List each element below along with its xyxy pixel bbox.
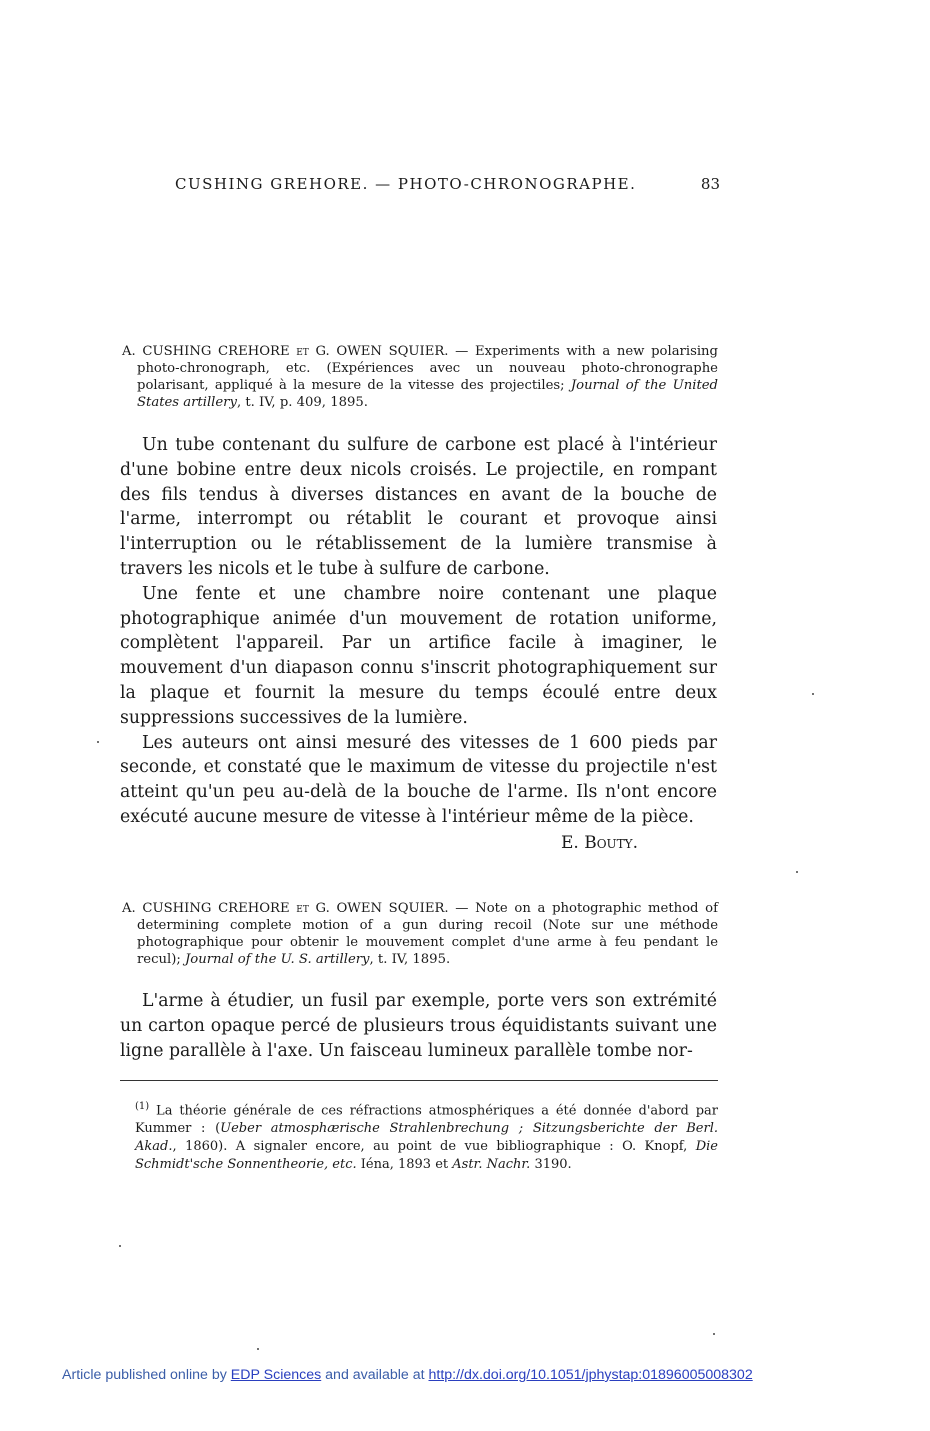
scan-speck	[257, 1348, 259, 1350]
scan-speck	[97, 741, 99, 743]
page-number: 83	[700, 175, 720, 193]
scan-speck	[713, 1333, 715, 1335]
scan-speck	[119, 1245, 121, 1247]
footnote-text-1: La théorie générale de ces réfractions atmosphériques a été donnée d'abord par Kummer : (	[135, 1103, 718, 1137]
banner-middle: and available at	[321, 1367, 429, 1383]
doi-link[interactable]: http://dx.doi.org/10.1051/jphystap:01896005008302	[428, 1367, 753, 1383]
footnote-text-4: 3190.	[530, 1157, 572, 1173]
footnote-mark: (1)	[135, 1101, 150, 1112]
footnote-italic-2: Die Schmidt'sche Sonnentheorie, etc.	[135, 1139, 718, 1173]
running-head	[120, 175, 720, 199]
publisher-link[interactable]: EDP Sciences	[230, 1367, 322, 1383]
article2-journal: Journal of the U. S. artillery	[185, 952, 370, 967]
article1-paragraph-3: Les auteurs ont ainsi mesuré des vitesses de 1 600 pieds par seconde, et constaté que le maximum de vitesse du projectile n'est atteint qu'un peu au-delà de la bouche de l'arme. Ils n'ont encore exécuté aucune mesure de vitesse à l'intérieur même de la pièce.	[120, 732, 717, 827]
publisher-banner	[62, 1367, 882, 1383]
footnote-italic-3: Astr. Nachr.	[452, 1157, 531, 1173]
scan-speck	[796, 871, 798, 873]
article1-citation-end: , t. IV, p. 409, 1895.	[236, 395, 368, 410]
article1-paragraph-2: Une fente et une chambre noire contenant une plaque photographique animée d'un mouvement de rotation uniforme, complètent l'appareil. Par un artifice facile à imaginer, le mouvement d'un diapason connu s'inscrit photographiquement sur la plaque et fournit la mesure du temps écoulé entre deux suppressions successives de la lumière.	[120, 583, 717, 728]
article1-paragraph-1: Un tube contenant du sulfure de carbone est placé à l'intérieur d'une bobine entre deux nicols croisés. Le projectile, en rompant des fils tendus à diverses distances en avant de la bouche de l'arme, interrompt ou rétablit le courant et provoque ainsi l'interruption ou le rétablissement de la lumière transmise à travers les nicols et le tube à sulfure de carbone.	[120, 435, 717, 579]
article1-citation: — Experiments with a new polarising photo-chronograph, etc. (Expériences avec un nouveau photo-chronographe polarisant, appliqué à la mesure de la vitesse des projectiles;	[137, 344, 718, 393]
article1-reference	[122, 343, 718, 411]
signature-text: E. Bouty.	[561, 833, 638, 853]
article2-paragraph-1: L'arme à étudier, un fusil par exemple, porte vers son extrémité un carton opaque percé de plusieurs trous équidistants suivant une ligne parallèle à l'axe. Un faisceau lumineux parallèle tombe nor-	[120, 991, 717, 1061]
article2-reference	[122, 900, 718, 968]
article2-citation: — Note on a photographic method of determining complete motion of a gun during recoil (Note sur une méthode photographique pour obtenir le mouvement complet d'une arme à feu pendant le recul);	[137, 901, 718, 967]
scan-speck	[812, 693, 814, 695]
article2-citation-end: , t. IV, 1895.	[369, 952, 451, 967]
article2-authors: A. CUSHING CREHORE et G. OWEN SQUIER.	[122, 901, 449, 916]
article1-body	[120, 433, 717, 830]
footnote	[135, 1098, 718, 1174]
article1-signature	[120, 833, 638, 853]
footnote-divider	[120, 1080, 718, 1081]
footnote-text-2: , 1860). A signaler encore, au point de vue bibliographique : O. Knopf,	[172, 1139, 696, 1155]
article1-authors: A. CUSHING CREHORE et G. OWEN SQUIER.	[122, 344, 449, 359]
banner-prefix: Article published online by	[62, 1367, 231, 1383]
footnote-italic-1: Ueber atmosphærische Strahlenbrechung ; Sitzungsberichte der Berl. Akad.	[135, 1121, 718, 1155]
footnote-text-3: Iéna, 1893 et	[356, 1157, 453, 1173]
article2-body	[120, 989, 717, 1063]
running-head-title: CUSHING GREHORE. — PHOTO-CHRONOGRAPHE.	[175, 175, 637, 193]
article1-journal: Journal of the United States artillery	[137, 378, 718, 410]
